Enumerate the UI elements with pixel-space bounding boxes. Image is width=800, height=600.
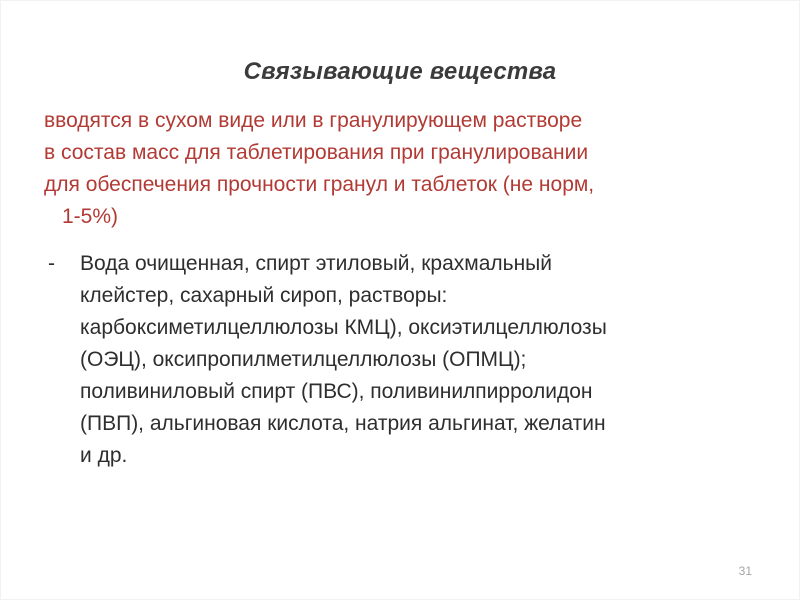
red-line-2: в состав масс для таблетирования при гранулировании	[44, 141, 589, 164]
bullet-line-4: (ОЭЦ), оксипропилметилцеллюлозы (ОПМЦ);	[80, 348, 527, 371]
page-number: 31	[738, 564, 752, 578]
bullet-line-3: карбоксиметилцеллюлозы КМЦ), оксиэтилцеллюлозы	[80, 316, 607, 339]
bullet-line-5: поливиниловый спирт (ПВС), поливинилпирролидон	[80, 380, 593, 403]
red-line-continuation	[44, 202, 764, 234]
red-line-3-continuation: 1-5%)	[62, 205, 119, 228]
bullet-marker: -	[48, 252, 55, 275]
bullet-line-1: Вода очищенная, спирт этиловый, крахмальный	[80, 252, 552, 275]
bullet-line-7: и др.	[80, 444, 128, 467]
red-text-block	[44, 106, 764, 234]
bullet-line-6: (ПВП), альгиновая кислота, натрия альгинат, желатин	[80, 412, 606, 435]
bullet-list-item	[48, 248, 758, 472]
bullet-text	[80, 248, 752, 472]
red-line-3: для обеспечения прочности гранул и таблеток (не норм,	[44, 173, 595, 196]
red-line-1: вводятся в сухом виде или в гранулирующем растворе	[44, 109, 583, 132]
bullet-line-2: клейстер, сахарный сироп, растворы:	[80, 284, 448, 307]
slide-title: Связывающие вещества	[243, 58, 557, 85]
